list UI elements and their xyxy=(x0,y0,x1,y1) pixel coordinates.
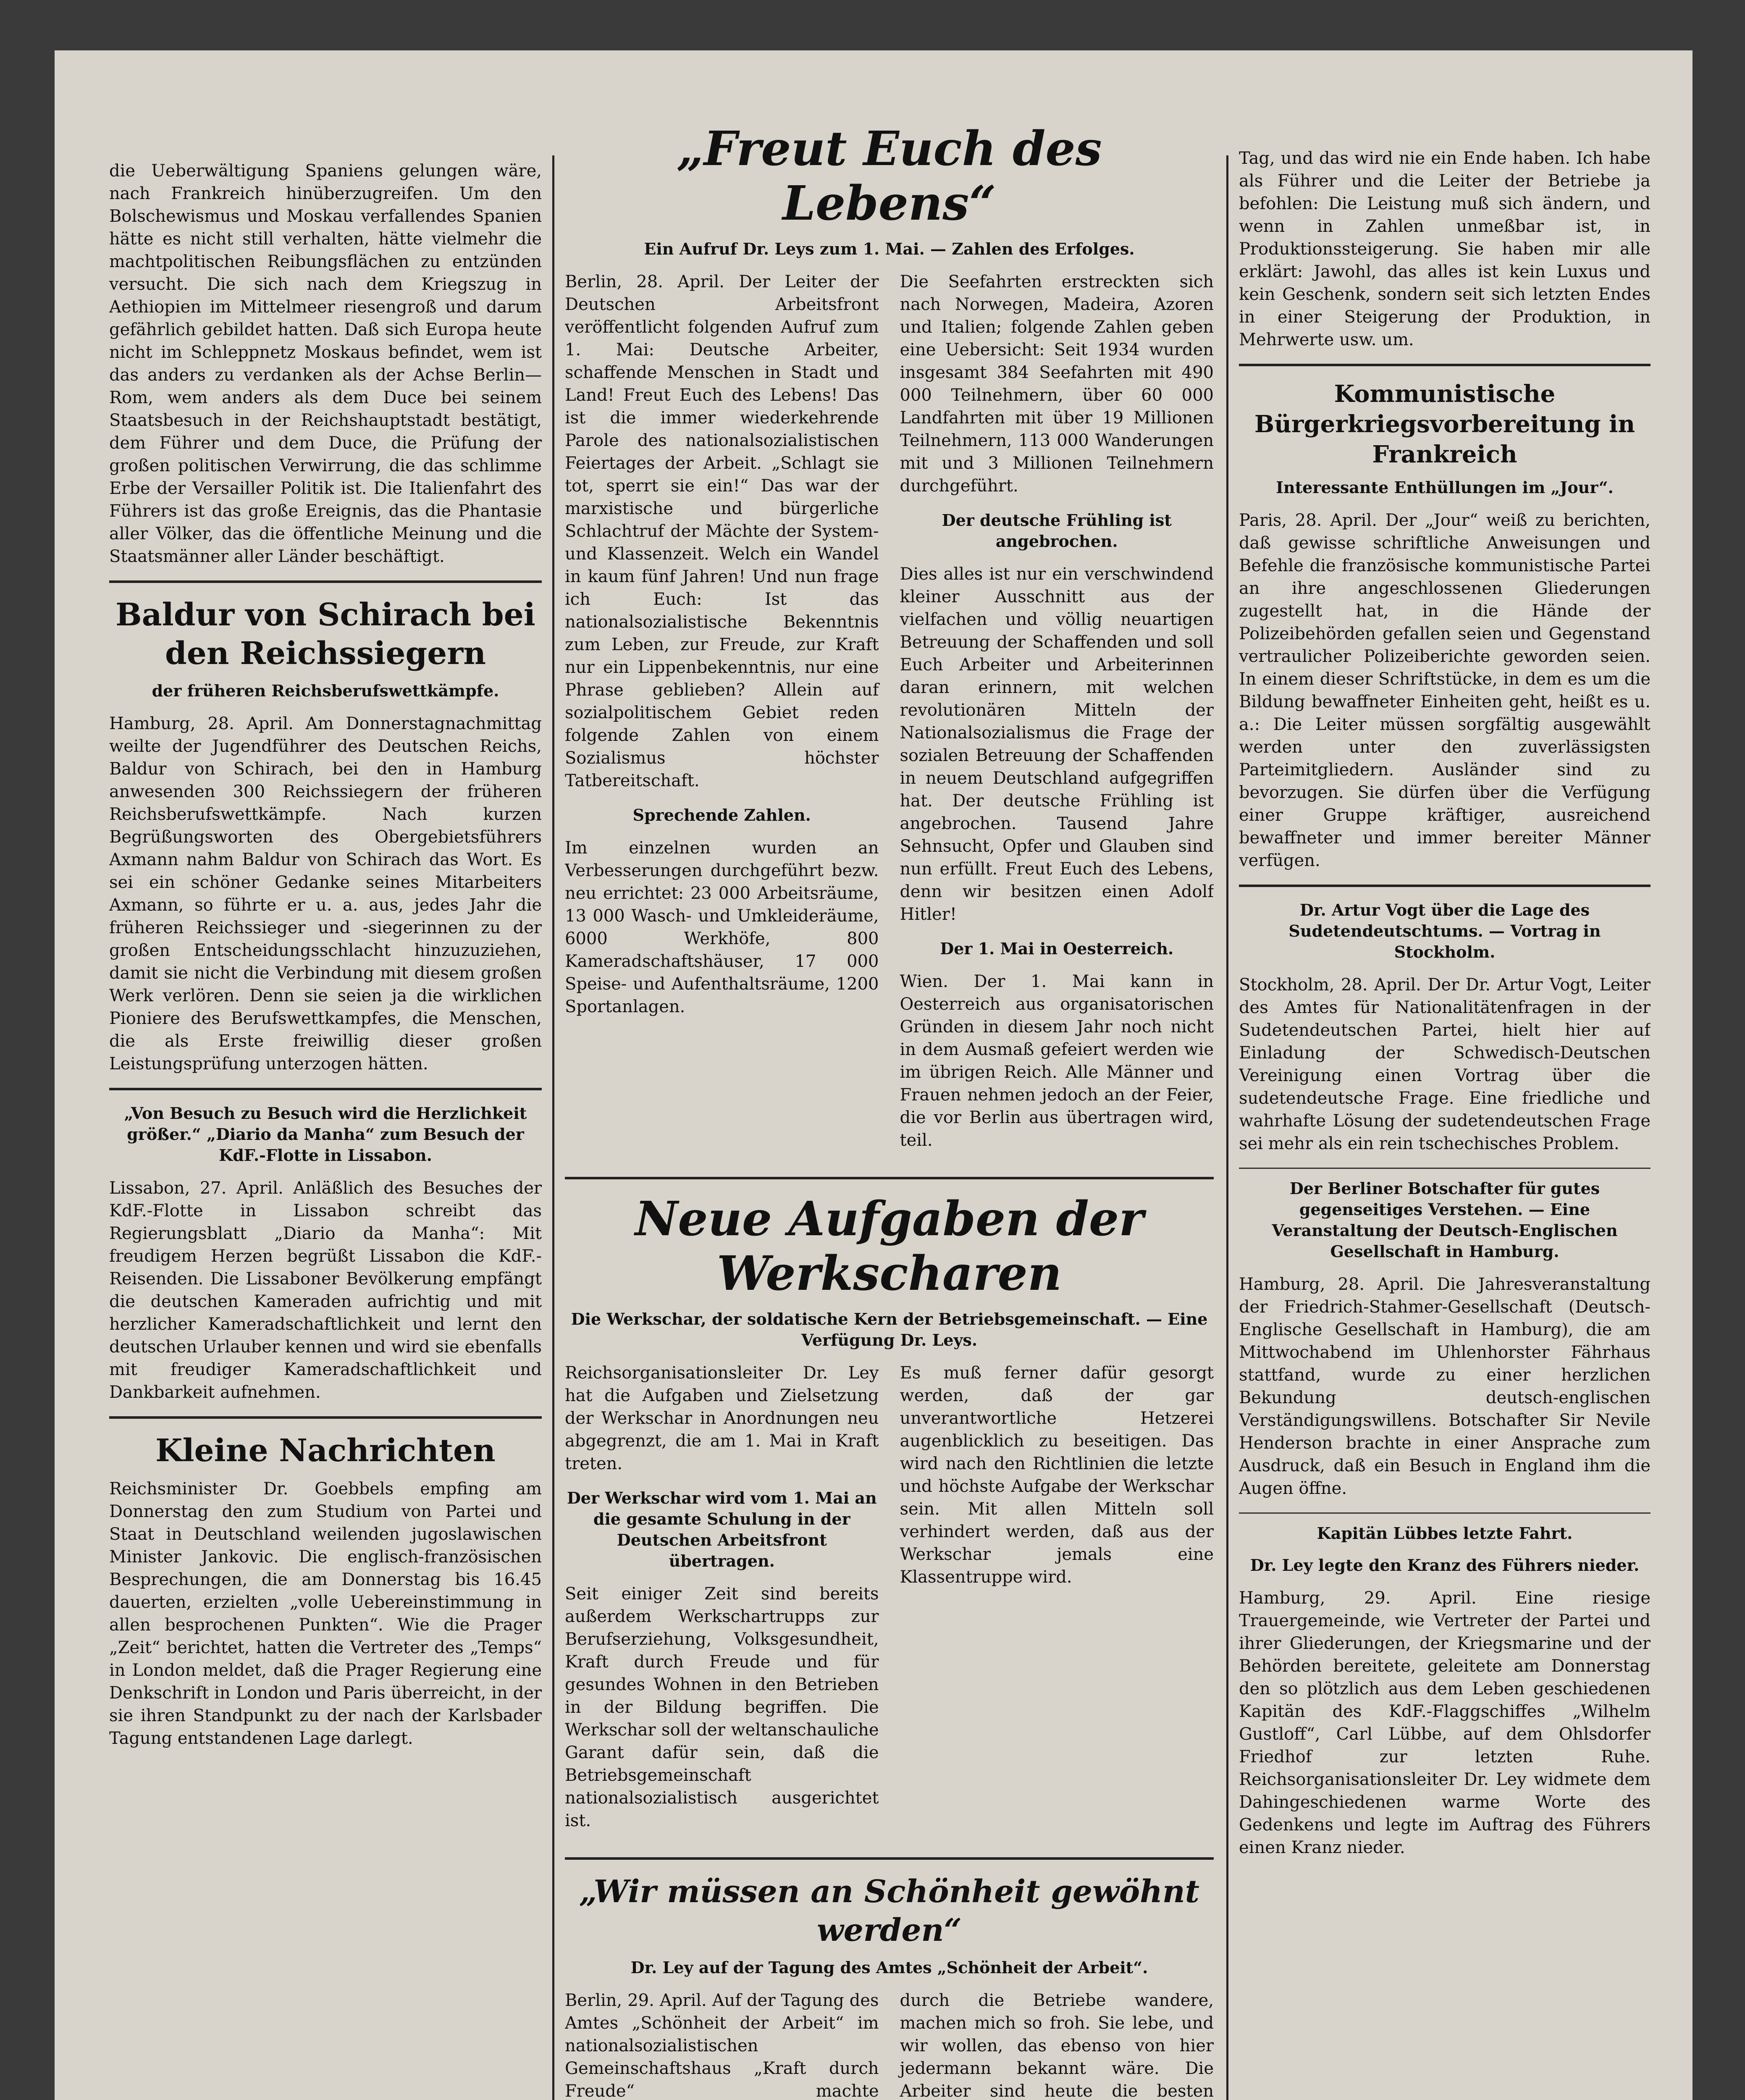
werkscharen-body xyxy=(565,1362,1214,1845)
vogt-dek: Dr. Artur Vogt über die Lage des Sudetendeutschtums. — Vortrag in Stockholm. xyxy=(1288,900,1601,961)
luebbe-dek: Dr. Ley legte den Kranz des Führers nieder. xyxy=(1250,1556,1640,1575)
section-divider xyxy=(565,1177,1214,1179)
schoenheit-paragraph: Berlin, 29. April. Auf der Tagung des Amtes „Schönheit der Arbeit“ im nationalsozialistischen Gemeinschaftshaus „Kraft durch Freude“ machte xyxy=(565,1991,879,2100)
werkscharen-subhead: Der Werkschar wird vom 1. Mai an die gesamte Schulung in der Deutschen Arbeitsfront übertragen. xyxy=(567,1488,877,1570)
right-column xyxy=(1239,147,1651,2100)
werkscharen-dek: Die Werkschar, der soldatische Kern der Betriebsgemeinschaft. — Eine Verfügung Dr. Leys. xyxy=(571,1310,1208,1349)
oesterreich-subhead: Der 1. Mai in Oesterreich. xyxy=(940,939,1174,958)
section-divider xyxy=(109,1416,542,1419)
freut-euch-headline: „Freut Euch des Lebens“ xyxy=(677,121,1102,231)
section-divider xyxy=(1239,364,1651,366)
schoenheit-paragraph: durch die Betriebe wandere, machen mich so froh. Sie lebe, und wir wollen, das ebenso von hier jedermann bekannt wäre. Die Arbeiter sind heute die besten xyxy=(900,1991,1214,2100)
continued-article: Tag, und das wird nie ein Ende haben. Ich habe als Führer und die Leiter der Betriebe ja befohlen: Die Leistung muß sich ändern, und wenn in Zahlen unmeßbar ist, in Produktionssteigerung. Sie haben mir alle erklärt: Jawohl, das alles ist kein Luxus und kein Geschenk, sondern seit sich letzten Endes in einer Steigerung der Produktion, in Mehrwerte usw. um. xyxy=(1239,149,1651,349)
intro-article: die Ueberwältigung Spaniens gelungen wäre, nach Frankreich hinüberzugreifen. Um den Bolschewismus und Moskau verfallendes Spanien hätte es nicht still verhalten, hätte vielmehr die machtpolitischen Reibungsflächen zu entzünden versucht. Die sich nach dem Kriegszug in Aethiopien im Mittelmeer riesengroß und darum gefährlich gebildet hatten. Daß sich Europa heute nicht im Schleppnetz Moskaus befindet, wem ist das anders zu verdanken als der Achse Berlin—Rom, wem anders als dem Duce bei seinem Staatsbesuch in der Reichshauptstadt bestätigt, dem Führer und dem Duce, die Prüfung der großen politischen Verwirrung, die das schlimme Erbe der Versailler Politik ist. Die Italienfahrt des Führers ist das große Ereignis, das die Phantasie aller Völker, das die öffentliche Meinung und die Staatsmänner aller Länder beschäftigt. xyxy=(109,161,542,566)
schoenheit-headline: „Wir müssen an Schönheit gewöhnt werden“ xyxy=(579,1874,1199,1948)
column-rule-right xyxy=(1226,155,1228,2100)
lissabon-article: Lissabon, 27. April. Anläßlich des Besuches der KdF.-Flotte in Lissabon schreibt das Regierungsblatt „Diario da Manha“: Mit freudigem Herzen begrüßt Lissabon die KdF.-Reisenden. Die Lissaboner Bevölkerung empfängt die deutschen Kameraden aufrichtig und mit herzlicher Kameradschaftlichkeit und lernt den deutschen Urlauber kennen und wird sie ebenfalls mit freudiger Kameradschaftlichkeit und Dankbarkeit aufnehmen. xyxy=(109,1179,542,1402)
buergerkrieg-dek: Interessante Enthüllungen im „Jour“. xyxy=(1276,478,1614,497)
left-column xyxy=(109,160,542,2100)
column-rule-left xyxy=(552,155,554,2100)
section-divider xyxy=(109,1088,542,1090)
henderson-dek: Der Berliner Botschafter für gutes gegenseitiges Verstehen. — Eine Veranstaltung der Deutsch-Englischen Gesellschaft in Hamburg. xyxy=(1272,1179,1618,1261)
freut-euch-paragraph: Berlin, 28. April. Der Leiter der Deutschen Arbeitsfront veröffentlicht folgenden Aufruf zum 1. Mai: Deutsche Arbeiter, schaffende Menschen in Stadt und Land! Freut Euch des Lebens! Das ist die immer wiederkehrende Parole des nationalsozialistischen Feiertages der Arbeit. „Schlagt sie tot, sperrt sie ein!“ Das war der marxistische und bürgerliche Schlachtruf der Mächte der System- und Klassenzeit. Welch ein Wandel in kaum fünf Jahren! Und nun frage ich Euch: Ist das nationalsozialistische Bekenntnis zum Leben, zur Freude, zur Kraft nur ein Lippenbekenntnis, nur eine Phrase geblieben? Allein auf sozialpolitischem Gebiet reden folgende Zahlen von einem Sozialismus höchster Tatbereitschaft. xyxy=(565,272,879,790)
freut-euch-subhead: Der deutsche Frühling ist angebrochen. xyxy=(942,511,1172,551)
freut-euch-subhead: Sprechende Zahlen. xyxy=(632,806,811,824)
vogt-article: Stockholm, 28. April. Der Dr. Artur Vogt, Leiter des Amtes für Nationalitätenfragen in der Sudetendeutschen Partei, hielt hier auf Einladung der Schwedisch-Deutschen Vereinigung einen Vortrag über die sudetendeutsche Frage. Eine friedliche und wahrhafte Lösung der sudetendeutschen Frage sei mehr als ein rein tschechisches Problem. xyxy=(1239,975,1651,1153)
section-divider xyxy=(565,1857,1214,1860)
werkscharen-paragraph: Es muß ferner dafür gesorgt werden, daß der gar unverantwortliche Hetzerei augenblicklich zu beseitigen. Das wird nach den Richtlinien die letzte und höchste Aufgabe der Werkschar sein. Mit allen Mitteln soll verhindert werden, daß aus der Werkschar jemals eine Klassentruppe wird. xyxy=(900,1363,1214,1587)
schoenheit-body xyxy=(565,1989,1214,2100)
freut-euch-body xyxy=(565,270,1214,1164)
buergerkrieg-headline: Kommunistische Bürgerkriegsvorbereitung in Frankreich xyxy=(1254,380,1635,468)
center-column xyxy=(565,113,1214,2100)
lissabon-dek: „Von Besuch zu Besuch wird die Herzlichkeit größer.“ „Diario da Manha“ zum Besuch der KdF.-Flotte in Lissabon. xyxy=(124,1104,527,1165)
luebbe-subhead: Kapitän Lübbes letzte Fahrt. xyxy=(1317,1524,1573,1543)
section-divider xyxy=(1239,1168,1651,1169)
freut-euch-paragraph: Dies alles ist nur ein verschwindend kleiner Ausschnitt aus der vielfachen und völlig neuartigen Betreuung der Schaffenden und soll Euch Arbeiter und Arbeiterinnen daran erinnern, mit welchen revolutionären Mitteln der Nationalsozialismus die Frage der sozialen Betreuung der Schaffenden in neuem Deutschland aufgegriffen hat. Der deutsche Frühling ist angebrochen. Tausend Jahre Sehnsucht, Opfer und Glauben sind nun erfüllt. Freut Euch des Lebens, denn wir besitzen einen Adolf Hitler! xyxy=(900,564,1214,924)
newspaper-page xyxy=(55,50,1693,2100)
buergerkrieg-article: Paris, 28. April. Der „Jour“ weiß zu berichten, daß gewisse schriftliche Anweisungen und Befehle die französische kommunistische Partei an ihre angeschlossenen Gliederungen zugestellt hat, in die Hände der Polizeibehörden gefallen seien und Gegenstand vertraulicher Polizeiberichte geworden seien. In einem dieser Schriftstücke, in dem es um die Bildung bewaffneter Einheiten geht, heißt es u. a.: Die Leiter müssen sorgfältig ausgewählt werden unter den zuverlässigsten Parteimitgliedern. Ausländer sind zu bevorzugen. Sie dürfen über die Verfügung einer Gruppe kräftiger, ausreichend bewaffneter und immer bereiter Männer verfügen. xyxy=(1239,511,1651,870)
section-divider xyxy=(109,580,542,583)
werkscharen-paragraph: Reichsorganisationsleiter Dr. Ley hat die Aufgaben und Zielsetzung der Werkschar in Anordnungen neu abgegrenzt, die am 1. Mai in Kraft treten. xyxy=(565,1363,879,1473)
henderson-article: Hamburg, 28. April. Die Jahresveranstaltung der Friedrich-Stahmer-Gesellschaft (Deutsch-Englische Gesellschaft in Hamburg), die am Mittwochabend im Uhlenhorster Fährhaus stattfand, wurde zu einer herzlichen Bekundung deutsch-englischen Verständigungswillens. Botschafter Sir Nevile Henderson brachte in einer Ansprache zum Ausdruck, daß ein Besuch in England ihm die Augen öffne. xyxy=(1239,1275,1651,1498)
kleine-nachrichten-headline: Kleine Nachrichten xyxy=(155,1433,496,1469)
freut-euch-paragraph: Die Seefahrten erstreckten sich nach Norwegen, Madeira, Azoren und Italien; folgende Zahlen geben eine Uebersicht: Seit 1934 wurden insgesamt 384 Seefahrten mit 490 000 Teilnehmern, über 60 000 Landfahrten mit über 19 Millionen Teilnehmern, 113 000 Wanderungen mit und 3 Millionen Teilnehmern durchgeführt. xyxy=(900,272,1214,496)
schirach-dek: der früheren Reichsberufswettkämpfe. xyxy=(152,681,499,700)
schoenheit-dek: Dr. Ley auf der Tagung des Amtes „Schönheit der Arbeit“. xyxy=(630,1958,1148,1977)
section-divider xyxy=(1239,885,1651,887)
section-divider xyxy=(1239,1512,1651,1514)
kleine-nachrichten-article: Reichsminister Dr. Goebbels empfing am Donnerstag den zum Studium von Partei und Staat in Deutschland weilenden jugoslawischen Minister Jankovic. Die englisch-französischen Besprechungen, die am Donnerstag bis 16.45 dauerten, erzielten „volle Uebereinstimmung in allen besprochenen Punkten“. Wie die Prager „Zeit“ berichtet, hatten die Vertreter des „Temps“ in London meldet, daß die Prager Regierung eine Denkschrift in London und Paris überreicht, in der sie ihren Standpunkt zu der nach der Karlsbader Tagung entstandenen Lage darlegt. xyxy=(109,1479,542,1748)
freut-euch-paragraph: Im einzelnen wurden an Verbesserungen durchgeführt bezw. neu errichtet: 23 000 Arbeitsräume, 13 000 Wasch- und Umkleideräume, 6000 Werkhöfe, 800 Kameradschaftshäuser, 17 000 Speise- und Aufenthaltsräume, 1200 Sportanlagen. xyxy=(565,838,879,1016)
werkscharen-paragraph: Seit einiger Zeit sind bereits außerdem Werkschartrupps zur Berufserziehung, Volksgesundheit, Kraft durch Freude und für gesundes Wohnen in den Betrieben in der Bildung begriffen. Die Werkschar soll der weltanschauliche Garant dafür sein, daß die Betriebsgemeinschaft nationalsozialistisch ausgerichtet ist. xyxy=(565,1584,879,1830)
werkscharen-headline: Neue Aufgaben der Werkscharen xyxy=(635,1192,1144,1301)
schirach-headline: Baldur von Schirach bei den Reichssiegern xyxy=(115,597,535,672)
luebbe-article: Hamburg, 29. April. Eine riesige Trauergemeinde, wie Vertreter der Partei und ihrer Gliederungen, der Kriegsmarine und der Behörden bereitete, geleitete am Donnerstag den so plötzlich aus dem Leben geschiedenen Kapitän des KdF.-Flaggschiffes „Wilhelm Gustloff“, Carl Lübbe, auf dem Ohlsdorfer Friedhof zur letzten Ruhe. Reichsorganisationsleiter Dr. Ley widmete dem Dahingeschiedenen warme Worte des Gedenkens und legte im Auftrag des Führers einen Kranz nieder. xyxy=(1239,1588,1651,1857)
freut-euch-dek: Ein Aufruf Dr. Leys zum 1. Mai. — Zahlen des Erfolges. xyxy=(644,239,1135,258)
oesterreich-paragraph: Wien. Der 1. Mai kann in Oesterreich aus organisatorischen Gründen in diesem Jahr noch nicht in dem Ausmaß gefeiert werden wie im übrigen Reich. Alle Männer und Frauen nehmen jedoch an der Feier, die vor Berlin aus übertragen wird, teil. xyxy=(900,972,1214,1150)
schirach-article: Hamburg, 28. April. Am Donnerstagnachmittag weilte der Jugendführer des Deutschen Reichs, Baldur von Schirach, bei den in Hamburg anwesenden 300 Reichssiegern der früheren Reichsberufswettkämpfe. Nach kurzen Begrüßungsworten des Obergebietsführers Axmann nahm Baldur von Schirach das Wort. Es sei ein schöner Gedanke seines Mitarbeiters Axmann, so führte er u. a. aus, jedes Jahr die früheren Reichssieger und -siegerinnen zu der großen Entscheidungsschlacht hinzuzuziehen, damit sie nicht die Verbindung mit diesem großen Werk verlören. Denn sie seien ja die wirklichen Pioniere des Berufswettkampfes, die Menschen, die als Erste freiwillig dieser großen Leistungsprüfung unterzogen hätten. xyxy=(109,714,542,1074)
